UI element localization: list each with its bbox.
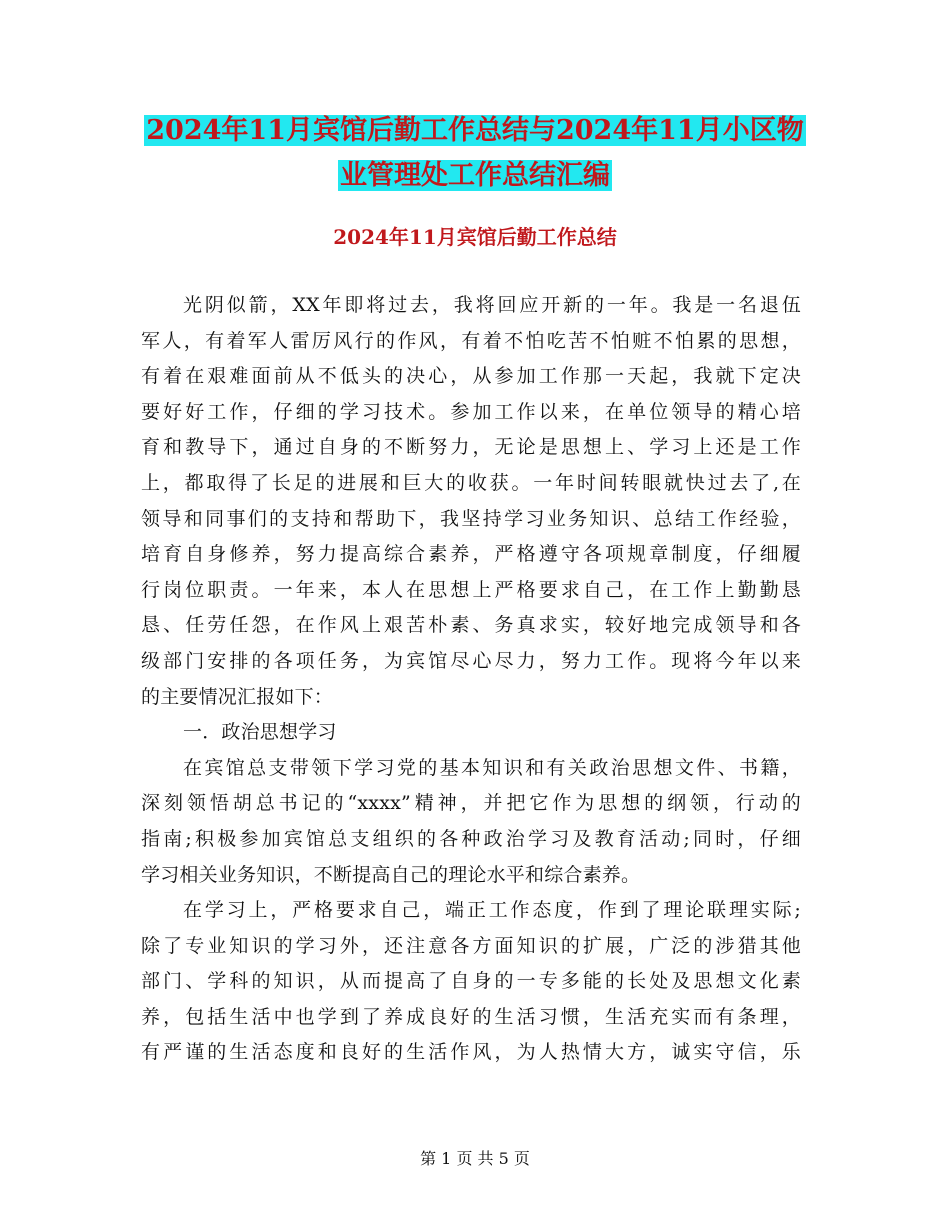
section-title: 2024年11月宾馆后勤工作总结	[333, 225, 617, 249]
paragraph-line: 光阴似箭，XX年即将过去，我将回应开新的一年。我是一名退伍	[183, 294, 801, 316]
paragraph-line: 军人，有着军人雷厉风行的作风，有着不怕吃苦不怕赃不怕累的思想，	[141, 329, 801, 352]
paragraph-line: 行岗位职责。一年来，本人在思想上严格要求自己，在工作上勤勤恳	[141, 578, 801, 601]
paragraph-line: 养，包括生活中也学到了养成良好的生活习惯，生活充实而有条理，	[141, 1005, 801, 1028]
paragraph-line: 要好好工作，仔细的学习技术。参加工作以来，在单位领导的精心培	[141, 400, 801, 423]
main-title-line-1: 2024年11月宾馆后勤工作总结与2024年11月小区物	[146, 115, 804, 146]
paragraph-line: 部门、学科的知识，从而提高了自身的一专多能的长处及思想文化素	[141, 970, 801, 993]
main-title-line-2: 业管理处工作总结汇编	[340, 160, 610, 191]
section-heading: 一．政治思想学习	[183, 721, 337, 744]
paragraph-line: 上，都取得了长足的进展和巨大的收获。一年时间转眼就快过去了,在	[141, 471, 801, 494]
paragraph-line: 培育自身修养，努力提高综合素养，严格遵守各项规章制度，仔细履	[141, 543, 801, 566]
paragraph-line: 指南;积极参加宾馆总支组织的各种政治学习及教育活动;同时，仔细	[141, 827, 801, 850]
paragraph-line: 级部门安排的各项任务，为宾馆尽心尽力，努力工作。现将今年以来	[141, 649, 801, 672]
page-footer: 第 1 页 共 5 页	[420, 1149, 530, 1168]
paragraph-line: 深刻领悟胡总书记的“xxxx”精神，并把它作为思想的纲领，行动的	[141, 792, 801, 815]
body-text	[141, 288, 801, 1071]
paragraph-line: 在学习上，严格要求自己，端正工作态度，作到了理论联理实际;	[183, 899, 801, 922]
paragraph-line: 的主要情况汇报如下：	[141, 685, 334, 708]
paragraph-line: 有着在艰难面前从不低头的决心，从参加工作那一天起，我就下定决	[141, 365, 801, 388]
paragraph-line: 恳、任劳任怨，在作风上艰苦朴素、务真求实，较好地完成领导和各	[141, 614, 801, 637]
paragraph-line: 学习相关业务知识，不断提高自己的理论水平和综合素养。	[141, 863, 641, 886]
paragraph-line: 有严谨的生活态度和良好的生活作风，为人热情大方，诚实守信，乐	[141, 1041, 801, 1064]
paragraph-line: 除了专业知识的学习外，还注意各方面知识的扩展，广泛的涉猎其他	[141, 934, 801, 957]
paragraph-line: 领导和同事们的支持和帮助下，我坚持学习业务知识、总结工作经验，	[141, 507, 801, 530]
paragraph-line: 在宾馆总支带领下学习党的基本知识和有关政治思想文件、书籍，	[183, 756, 801, 779]
paragraph-line: 育和教导下，通过自身的不断努力，无论是思想上、学习上还是工作	[141, 436, 801, 459]
